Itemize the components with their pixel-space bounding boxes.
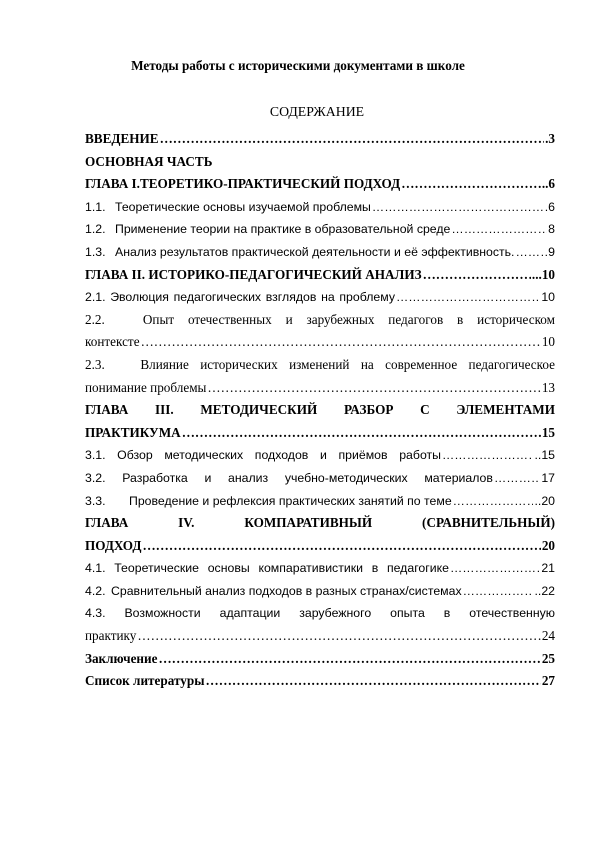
title-word: опыта xyxy=(390,606,425,621)
title-word: Возможности xyxy=(124,606,201,621)
toc-page-number: ..22 xyxy=(534,583,555,598)
toc-page-number: 24 xyxy=(541,628,555,644)
section-number: 2.1. xyxy=(85,290,106,305)
toc-entry-4-3-cont xyxy=(85,625,555,648)
toc-entry-main-part xyxy=(85,151,555,174)
toc-entry-2-2-cont xyxy=(85,331,555,354)
toc-entry-chapter-4 xyxy=(85,512,555,535)
toc-page-number: ..6 xyxy=(541,176,555,192)
title-word: проблему xyxy=(339,290,395,305)
leader-dots xyxy=(206,670,541,693)
toc-entry-chapter-1 xyxy=(85,173,555,196)
leader-dots xyxy=(396,286,540,309)
toc-entry-title: Анализ результатов практической деятельности и её эффективность. xyxy=(115,244,515,259)
toc-entry-4-3 xyxy=(85,602,555,625)
leader-dots xyxy=(463,580,534,603)
title-word: III. xyxy=(154,402,174,418)
leader-dots xyxy=(182,422,541,445)
title-word: РАЗБОР xyxy=(343,402,394,418)
title-word: приёмов xyxy=(338,448,388,463)
title-word: IV. xyxy=(178,515,195,531)
title-word: на xyxy=(360,356,374,372)
toc-entry-4-2 xyxy=(85,580,555,603)
leader-dots xyxy=(453,490,534,513)
toc-page-number: 25 xyxy=(541,650,555,666)
title-word: учебно-методических xyxy=(284,470,408,485)
title-word: Опыт xyxy=(142,311,175,327)
toc-entry-chapter-4-cont xyxy=(85,535,555,558)
toc-entry-title: понимание проблемы xyxy=(85,379,207,395)
toc-entry-intro xyxy=(85,128,555,151)
title-word: и xyxy=(285,311,293,327)
toc-entry-1-1 xyxy=(85,196,555,219)
toc-entry-title: Заключение xyxy=(85,650,158,666)
toc-page-number: ..20 xyxy=(534,493,555,508)
toc-entry-4-1 xyxy=(85,557,555,580)
toc-page-number: .6 xyxy=(544,199,555,214)
leader-dots xyxy=(442,444,533,467)
title-word: С xyxy=(420,402,430,418)
leader-dots xyxy=(141,331,541,354)
title-word: подходов xyxy=(254,448,309,463)
title-word: педагогов xyxy=(388,311,444,327)
leader-dots xyxy=(494,467,540,490)
toc-entry-3-2 xyxy=(85,467,555,490)
title-word: работы xyxy=(399,448,441,463)
title-word: взглядов xyxy=(265,290,317,305)
title-word: Разработка xyxy=(122,470,188,485)
toc-entry-2-3 xyxy=(85,354,555,377)
toc-page-number: 13 xyxy=(541,379,555,395)
title-word: на xyxy=(321,290,335,305)
toc-entry-title: ГЛАВА II. ИСТОРИКО-ПЕДАГОГИЧЕСКИЙ АНАЛИЗ xyxy=(85,266,422,282)
title-word: в xyxy=(443,606,451,621)
leader-dots xyxy=(401,173,541,196)
toc-entry-2-1 xyxy=(85,286,555,309)
leader-dots xyxy=(158,648,540,671)
toc-page-number: 8 xyxy=(548,222,555,237)
title-word: (СРАВНИТЕЛЬНЫЙ) xyxy=(422,515,555,531)
toc-entry-title xyxy=(85,444,441,467)
table-of-contents xyxy=(85,128,555,693)
toc-page-number: 10 xyxy=(541,290,555,305)
toc-entry-title: ПОДХОД xyxy=(85,537,142,553)
title-word: зарубежного xyxy=(299,606,372,621)
section-number: 1.3. xyxy=(85,244,106,259)
title-word: педагогике xyxy=(386,561,449,576)
toc-entry-title: ОСНОВНАЯ ЧАСТЬ xyxy=(85,153,213,169)
toc-page-number: 10 xyxy=(541,334,555,350)
toc-entry-title: ВВЕДЕНИЕ xyxy=(85,131,159,146)
title-word: анализ xyxy=(228,470,269,485)
title-word: ГЛАВА xyxy=(85,402,129,418)
document-title: Методы работы с историческими документами в школе xyxy=(131,58,465,73)
section-number: 1.2. xyxy=(85,222,106,237)
title-word: компаративистики xyxy=(258,561,363,576)
toc-entry-3-3 xyxy=(85,490,555,513)
title-word: отечественную xyxy=(469,606,555,621)
leader-dots xyxy=(451,218,547,241)
leader-dots xyxy=(160,128,545,151)
title-word: отечественных xyxy=(187,311,272,327)
title-word: КОМПАРАТИВНЫЙ xyxy=(244,515,373,531)
toc-page-number: .3 xyxy=(545,131,555,146)
toc-entry-title xyxy=(85,286,395,309)
toc-entry-title: Сравнительный анализ подходов в разных странах/системах xyxy=(111,583,462,598)
toc-entry-references xyxy=(85,670,555,693)
section-number: 4.2. xyxy=(85,583,106,598)
section-number: 2.2. xyxy=(85,311,105,327)
leader-dots xyxy=(207,377,540,400)
title-word: Обзор xyxy=(117,448,153,463)
section-number: 1.1. xyxy=(85,199,106,214)
toc-entry-chapter-3-cont xyxy=(85,422,555,445)
toc-page-number: 21 xyxy=(541,561,555,576)
title-word: историческом xyxy=(477,311,555,327)
section-number: 3.1. xyxy=(85,448,106,463)
title-word: изменений xyxy=(289,356,350,372)
toc-entry-conclusion xyxy=(85,648,555,671)
title-word: методических xyxy=(164,448,244,463)
toc-entry-1-2 xyxy=(85,218,555,241)
toc-page-number: ..15 xyxy=(534,448,555,463)
toc-entry-title xyxy=(85,557,449,580)
title-word: педагогическое xyxy=(468,356,555,372)
title-word: ГЛАВА xyxy=(85,515,129,531)
toc-entry-chapter-2 xyxy=(85,264,555,287)
toc-entry-title xyxy=(85,467,493,490)
toc-entry-title: контексте xyxy=(85,334,140,350)
title-word: адаптации xyxy=(219,606,281,621)
toc-entry-title: ПРАКТИКУМА xyxy=(85,424,181,440)
toc-entry-title: Теоретические основы изучаемой проблемы xyxy=(115,199,371,214)
section-number: 2.3. xyxy=(85,356,105,372)
leader-dots xyxy=(142,535,540,558)
toc-page-number: 20 xyxy=(541,537,555,553)
toc-entry-2-3-cont xyxy=(85,377,555,400)
toc-entry-title: Применение теории на практике в образовательной среде xyxy=(115,222,451,237)
title-word: материалов xyxy=(424,470,493,485)
title-word: зарубежных xyxy=(306,311,375,327)
title-word: МЕТОДИЧЕСКИЙ xyxy=(200,402,318,418)
toc-entry-2-2 xyxy=(85,309,555,332)
section-number: 3.3. xyxy=(85,493,106,508)
toc-entry-title: ГЛАВА I.ТЕОРЕТИКО-ПРАКТИЧЕСКИЙ ПОДХОД xyxy=(85,176,401,192)
toc-entry-1-3 xyxy=(85,241,555,264)
leader-dots xyxy=(372,196,544,219)
toc-entry-title: Проведение и рефлексия практических занятий по теме xyxy=(129,493,452,508)
section-number: 4.3. xyxy=(85,606,106,621)
leader-dots xyxy=(515,241,547,264)
section-number: 4.1. xyxy=(85,561,106,576)
toc-heading: СОДЕРЖАНИЕ xyxy=(269,104,365,119)
title-word: в xyxy=(371,561,379,576)
section-number: 3.2. xyxy=(85,470,106,485)
leader-dots xyxy=(137,625,540,648)
toc-entry-chapter-3 xyxy=(85,399,555,422)
title-word: Эволюция xyxy=(110,290,169,305)
toc-page-number: 9 xyxy=(548,244,555,259)
leader-dots xyxy=(450,557,540,580)
title-word: в xyxy=(457,311,464,327)
title-word: современное xyxy=(385,356,458,372)
toc-entry-title: Список литературы xyxy=(85,673,205,689)
title-word: Влияние xyxy=(140,356,189,372)
toc-page-number: 17 xyxy=(541,470,555,485)
title-word: основы xyxy=(207,561,250,576)
toc-entry-title: практику xyxy=(85,628,137,644)
leader-dots xyxy=(423,264,531,287)
toc-entry-3-1 xyxy=(85,444,555,467)
title-word: и xyxy=(319,448,327,463)
title-word: ЭЛЕМЕНТАМИ xyxy=(456,402,555,418)
toc-page-number: 27 xyxy=(541,673,555,689)
title-word: Теоретические xyxy=(114,561,199,576)
title-word: педагогических xyxy=(173,290,262,305)
title-word: и xyxy=(204,470,212,485)
toc-page-number: ...10 xyxy=(531,266,555,282)
title-word: исторических xyxy=(200,356,278,372)
toc-page-number: 15 xyxy=(541,424,555,440)
